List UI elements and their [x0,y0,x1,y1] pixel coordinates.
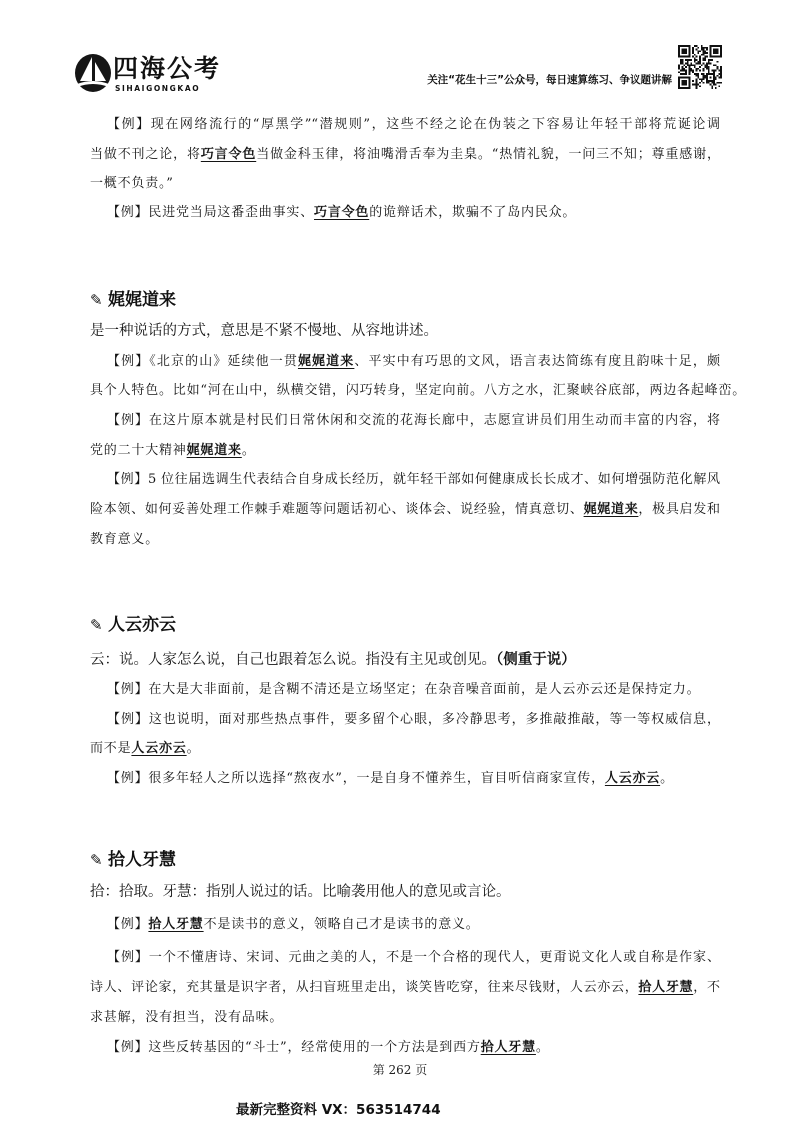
example-text: 【例】在这片原本就是村民们日常休闲和交流的花海长廊中，志愿宣讲员们用生动而丰富的内容，将 [107,413,720,428]
example-text: 求甚解，没有担当，没有品味。 [90,1010,284,1025]
example-text: 而不是 [90,741,132,756]
definition-text: 云：说。人家怎么说，自己也跟着怎么说。指没有主见或创见。 [90,652,496,668]
example-text: 、平实中有巧思的文风，语言表达简练有度且韵味十足，颇 [354,354,720,369]
example-text: 险本领、如何妥善处理工作棘手难题等问题话初心、谈体会、说经验，情真意切、 [90,502,584,517]
definition-text: 拾：拾取。牙慧：指别人说过的话。比喻袭用他人的意见或言论。 [90,884,511,900]
example-text: 。 [186,741,201,756]
example-line [90,738,720,760]
logo-pinyin: SIHAIGONGKAO [115,84,201,93]
example-text: 的诡辩话术，欺骗不了岛内民众。 [369,205,577,220]
example-line [90,440,720,462]
entry-definition [90,648,720,672]
logo-name: 四海公考 [113,54,222,83]
example-line [107,1037,720,1059]
key-term: 人云亦云 [131,741,187,756]
example-text: ，不 [693,980,720,995]
example-text: 【例】民进党当局这番歪曲事实、 [107,205,315,220]
example-line [107,114,720,136]
example-line [90,380,747,402]
entry-heading [90,612,176,638]
example-text: 党的二十大精神 [90,443,187,458]
example-text: 诗人、评论家，充其量是识字者，从扫盲班里走出，谈笑皆吃穿，往来尽钱财，人云亦云， [90,980,639,995]
example-line [90,499,720,521]
pencil-icon [90,287,108,313]
example-text: 【例】 [107,917,149,932]
example-text: 【例】5 位往届选调生代表结合自身成长经历，就年轻干部如何健康成长长成才、如何增强防范化解风 [107,472,720,487]
entry-definition [90,319,720,343]
page-number: 第 262 页 [372,1063,428,1077]
example-line [90,529,720,551]
definition-text: 是一种说话的方式，意思是不紧不慢地、从容地讲述。 [90,323,438,339]
entry-term: 娓娓道来 [108,290,176,310]
example-text: 【例】《北京的山》延续他一贯 [107,354,298,369]
key-term: 拾人牙慧 [638,980,694,995]
example-line [107,469,720,491]
definition-note: （侧重于说） [496,652,576,668]
contact-line: 最新完整资料 VX：563514744 [236,1102,441,1118]
example-line [107,679,720,701]
example-line [107,709,720,731]
example-text: 具个人特色。比如“河在山中，纵横交错，闪巧转身，坚定向前。八方之水，汇聚峡谷底部，两边各起峰峦。 [90,383,747,398]
key-term: 娓娓道来 [297,354,355,369]
example-line [107,351,720,373]
example-text: 。 [241,443,256,458]
entry-definition [90,880,720,904]
entry-heading [90,847,176,873]
key-term: 娓娓道来 [186,443,242,458]
example-line [90,977,720,999]
example-text: 当做金科玉律，将油嘴滑舌奉为圭臬。“热情礼貌，一问三不知；尊重感谢， [256,147,720,162]
key-term: 人云亦云 [604,771,661,786]
example-text: 不是读书的意义，领略自己才是读书的意义。 [203,917,480,932]
example-text: 教育意义。 [90,532,160,547]
key-term: 拾人牙慧 [148,917,204,932]
example-line [107,410,720,432]
example-text: 。 [535,1040,550,1055]
example-text: 【例】这也说明，面对那些热点事件，要多留个心眼，多冷静思考，多推敲推敲，等一等权威信息， [107,712,720,727]
example-line [107,202,720,224]
pencil-icon [90,847,108,873]
example-text: 【例】现在网络流行的“厚黑学”“潜规则”，这些不经之论在伪装之下容易让年轻干部将荒诞论调 [107,117,720,132]
key-term: 娓娓道来 [583,502,639,517]
example-text: 【例】在大是大非面前，是含糊不清还是立场坚定；在杂音噪音面前，是人云亦云还是保持定力。 [107,682,701,697]
example-text: 【例】这些反转基因的“斗士”，经常使用的一个方法是到西方 [107,1040,481,1055]
entry-term: 人云亦云 [108,615,176,635]
header-slogan: 关注“花生十三”公众号，每日速算练习、争议题讲解 [427,74,672,86]
key-term: 巧言令色 [200,147,257,162]
entry-heading [90,287,176,313]
example-line [90,1007,720,1029]
example-line [107,768,720,790]
key-term: 拾人牙慧 [480,1040,536,1055]
qr-code-icon [678,45,722,89]
example-text: 【例】一个不懂唐诗、宋词、元曲之美的人，不是一个合格的现代人，更甭说文化人或自称是作家、 [107,950,720,965]
sail-logo-icon [73,51,113,93]
example-line [90,173,720,195]
example-line [107,947,720,969]
pencil-icon [90,612,108,638]
example-text: 。 [660,771,674,786]
example-line [90,144,720,166]
example-line [107,914,720,936]
example-text: 【例】很多年轻人之所以选择“熬夜水”，一是自身不懂养生，盲目听信商家宣传， [107,771,605,786]
entry-term: 拾人牙慧 [108,850,176,870]
example-text: 一概不负责。” [90,176,174,191]
example-text: 当做不刊之论，将 [90,147,201,162]
example-text: ，极具启发和 [638,502,720,517]
key-term: 巧言令色 [314,205,370,220]
